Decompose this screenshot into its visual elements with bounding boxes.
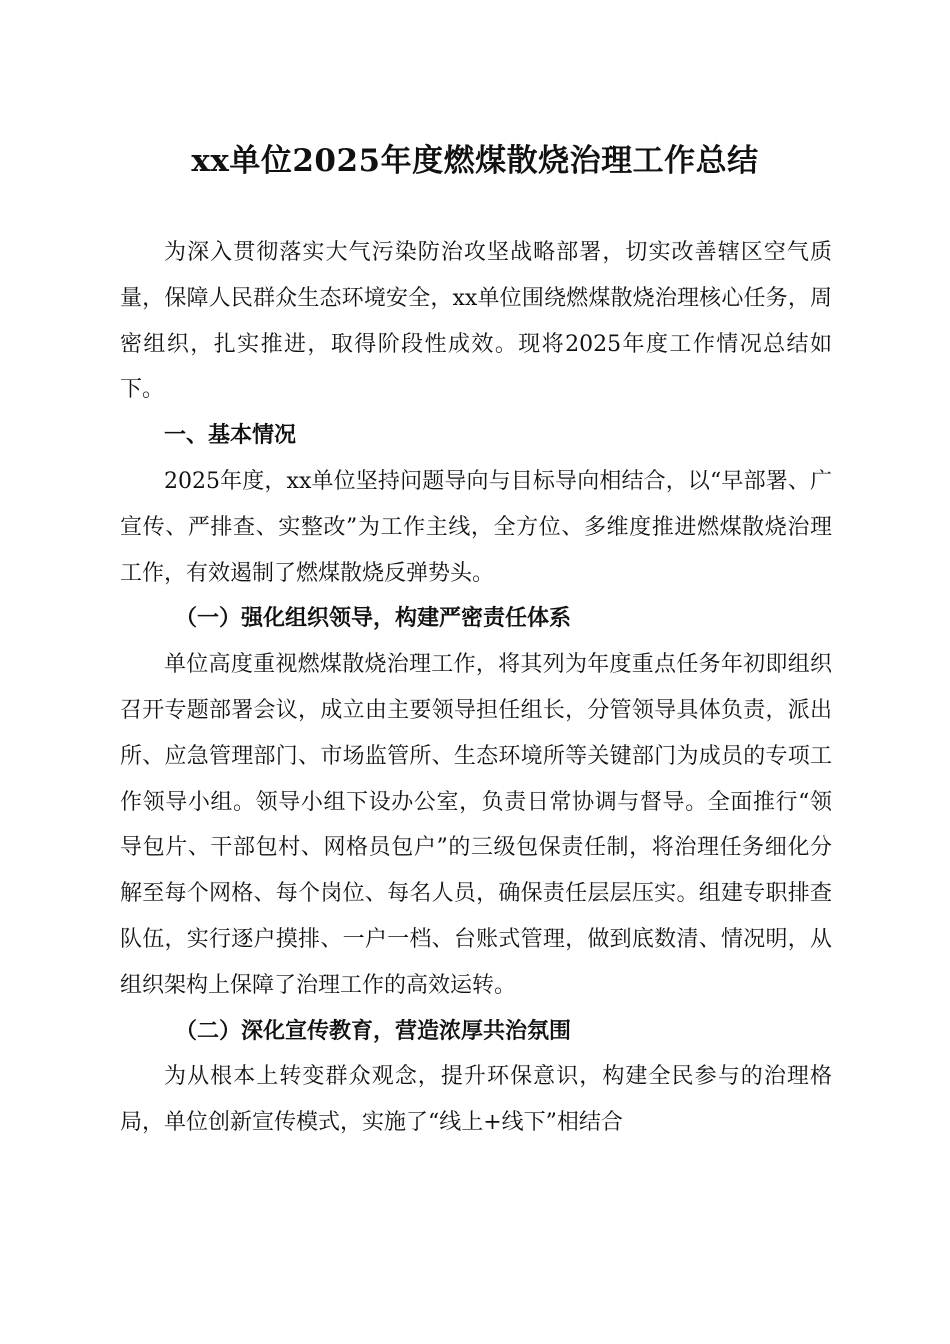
document-body: [120, 230, 832, 1146]
publicity-paragraph: 为从根本上转变群众观念，提升环保意识，构建全民参与的治理格局，单位创新宣传模式，实施了“线上+线下”相结合: [120, 1064, 832, 1136]
subsection-heading-organization: （一）强化组织领导，构建严密责任体系: [175, 605, 572, 632]
organization-paragraph: 单位高度重视燃煤散烧治理工作，将其列为年度重点任务年初即组织召开专题部署会议，成立由主要领导担任组长，分管领导具体负责，派出所、应急管理部门、市场监管所、生态环境所等关键部门为成员的专项工作领导小组。领导小组下设办公室，负责日常协调与督导。全面推行“领导包片、干部包村、网格员包户”的三级包保责任制，将治理任务细化分解至每个网格、每个岗位、每名人员，确保责任层层压实。组建专职排查队伍，实行逐户摸排、一户一档、台账式管理，做到底数清、情况明，从组织架构上保障了治理工作的高效运转。: [120, 652, 832, 998]
document-title: xx单位2025年度燃煤散烧治理工作总结: [191, 143, 759, 179]
intro-paragraph: 为深入贯彻落实大气污染防治攻坚战略部署，切实改善辖区空气质量，保障人民群众生态环境安全，xx单位围绕燃煤散烧治理核心任务，周密组织，扎实推进，取得阶段性成效。现将2025年度工作情况总结如下。: [120, 240, 832, 403]
basic-situation-paragraph: 2025年度，xx单位坚持问题导向与目标导向相结合，以“早部署、广宣传、严排查、实整改”为工作主线，全方位、多维度推进燃煤散烧治理工作，有效遏制了燃煤散烧反弹势头。: [120, 468, 832, 586]
subsection-heading-publicity: （二）深化宣传教育，营造浓厚共治氛围: [175, 1017, 572, 1044]
section-heading-basic-situation: 一、基本情况: [164, 423, 297, 449]
